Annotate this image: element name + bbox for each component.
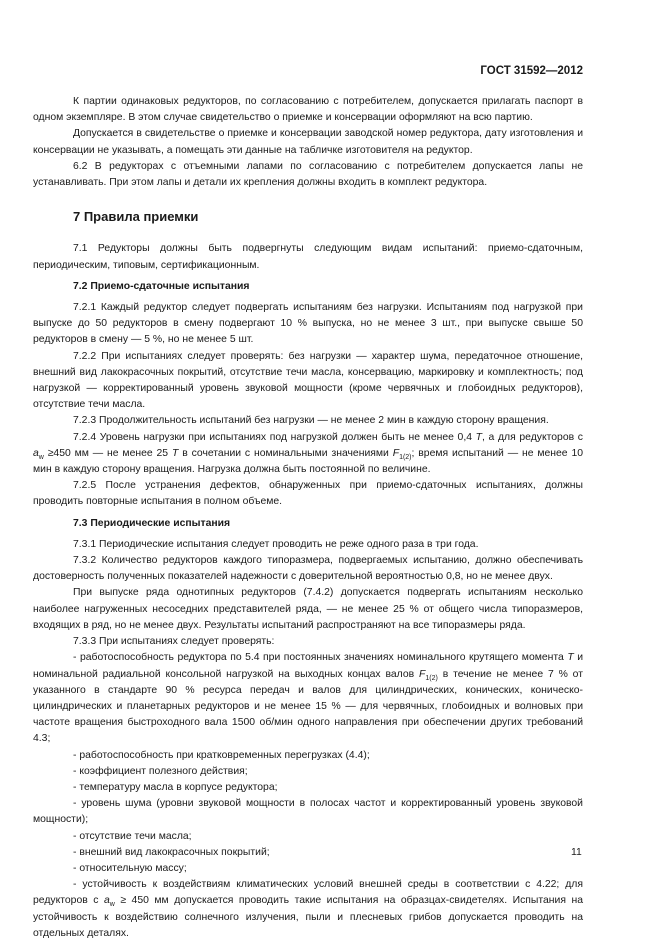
page-body: [33, 94, 583, 942]
list-item: - температуру масла в корпусе редуктора;: [73, 781, 278, 793]
load-subscript: 1(2): [399, 453, 412, 461]
p724-text-b: , а для редукторов с: [482, 431, 583, 443]
subsection-7-3-heading: 7.3 Периодические испытания: [73, 517, 231, 529]
torque-symbol: T: [567, 652, 574, 664]
li1-text-b: и номинальной радиальной консольной нагрузкой на выходных концах валов: [33, 652, 584, 680]
subsection-7-2-heading: 7.2 Приемо-сдаточные испытания: [73, 280, 250, 292]
list-item: [33, 877, 583, 942]
list-item: - внешний вид лакокрасочных покрытий;: [73, 846, 270, 858]
list-item: - уровень шума (уровни звуковой мощности в полосах частот и корректированный уровень звуковой мощности);: [33, 798, 583, 826]
paragraph-7-1: 7.1 Редукторы должны быть подвергнуты следующим видам испытаний: приемо-сдаточным, периодическим, типовым, сертификационным.: [33, 243, 583, 271]
p724-text-e: ; время испытаний — не менее 10 мин в каждую сторону вращения. Нагрузка должна быть постоянной по величине.: [33, 447, 584, 476]
intro-paragraph-1: К партии одинаковых редукторов, по согласованию с потребителем, допускается прилагать паспорт в одном экземпляре. В этом случае свидетельство о приемке и консервации оформляют на всю партию.: [33, 96, 583, 124]
paragraph-7-2-2: 7.2.2 При испытаниях следует проверять: без нагрузки — характер шума, передаточное отношение, внешний вид лакокрасочных покрытий, отсутствие течи масла, консервацию, маркировку и комплектность; под нагрузкой — корректированный уровень звуковой мощности (кроме червячных и глобоидных редукторов), отсутствие течи масла.: [33, 350, 583, 411]
paragraph-7-3-3: 7.3.3 При испытаниях следует проверять:: [73, 636, 275, 648]
center-distance-symbol: a: [33, 447, 39, 459]
last-text-a: - устойчивость к воздействиям климатических условий внешней среды в соответствии с 4.22; для редукторов с: [33, 879, 583, 907]
center-distance-subscript: w: [109, 901, 115, 909]
p724-text-c: ≥450 мм — не менее 25: [47, 447, 169, 459]
p724-text-d: в сочетании с номинальными значениями: [182, 447, 389, 459]
paragraph-7-3-1: 7.3.1 Периодические испытания следует проводить не реже одного раза в три года.: [73, 538, 479, 550]
center-distance-symbol: a: [103, 895, 110, 907]
load-symbol: F: [392, 447, 400, 459]
li1-text-a: - работоспособность редуктора по 5.4 при постоянных значениях номинального крутящего момента: [73, 652, 564, 664]
list-item: - работоспособность при кратковременных перегрузках (4.4);: [73, 749, 370, 761]
last-text-b: ≥ 450 мм допускается проводить такие испытания на образцах-свидетелях. Испытания на устойчивость к воздействию солнечного излучения, пыли и плесневых грибов допускается проводить на отдельных деталях.: [33, 895, 583, 939]
li1-text-c: в течение не менее 7 % от указанного в стандарте 90 % ресурса передач и валов для цилиндрических, конических, коническо-цилиндрических и планетарных редукторов и не менее 15 % — для червячных, глобоидных и волновых при частоте вращения быстроходного вала 1500 об/мин одного направления при обеспечении других требований 4.3;: [33, 668, 583, 745]
paragraph-7-2-4: [33, 430, 583, 479]
page-number: 11: [571, 847, 582, 858]
paragraph-7-2-1: 7.2.1 Каждый редуктор следует подвергать испытаниям без нагрузки. Испытаниям под нагрузкой при выпуске до 50 редукторов в смену подвергают 10 % выпуска, но не менее 3 шт., при выпуске свыше 50 редукторов в смену — 5 %, но не менее 5 шт.: [33, 302, 583, 346]
load-subscript: 1(2): [425, 674, 438, 682]
paragraph-7-2-5: 7.2.5 После устранения дефектов, обнаруженных при приемо-сдаточных испытаниях, должны проводить повторные испытания в полном объеме.: [33, 480, 583, 508]
document-code: ГОСТ 31592—2012: [480, 65, 583, 77]
section-7-heading: 7 Правила приемки: [73, 209, 199, 225]
intro-paragraph-2: Допускается в свидетельстве о приемке и консервации заводской номер редуктора, дату изготовления и консервации не указывать, а помещать эти данные на табличке изготовителя на редуктор.: [33, 128, 583, 156]
paragraph-6-2: 6.2 В редукторах с отъемными лапами по согласованию с потребителем допускается лапы не устанавливать. При этом лапы и детали их крепления должны входить в комплект редуктора.: [33, 160, 583, 189]
load-symbol: F: [419, 668, 426, 680]
p724-text-a: 7.2.4 Уровень нагрузки при испытаниях под нагрузкой должен быть не менее 0,4: [73, 431, 472, 443]
paragraph-7-2-3: 7.2.3 Продолжительность испытаний без нагрузки — не менее 2 мин в каждую сторону вращения.: [73, 415, 549, 427]
list-item: - относительную массу;: [73, 862, 187, 874]
paragraph-7-3-2: 7.3.2 Количество редукторов каждого типоразмера, подвергаемых испытанию, должно обеспечивать достоверность полученных показателей надежности с доверительной вероятностью 0,8, но не менее двух.: [33, 555, 583, 583]
paragraph-7-3-2-continued: При выпуске ряда однотипных редукторов (7.4.2) допускается подвергать испытаниям несколько наиболее нагруженных несоседних представителей ряда, — не менее 25 % от общего числа типоразмеров, входящих в ряд, но не менее двух. Результаты испытаний распространяют на все типоразмеры ряда.: [33, 587, 583, 631]
list-item: - коэффициент полезного действия;: [73, 765, 248, 777]
center-distance-subscript: w: [38, 453, 44, 461]
list-item: [33, 650, 583, 747]
list-item: - отсутствие течи масла;: [73, 830, 192, 842]
torque-symbol: T: [475, 431, 483, 443]
torque-symbol: T: [171, 447, 179, 459]
